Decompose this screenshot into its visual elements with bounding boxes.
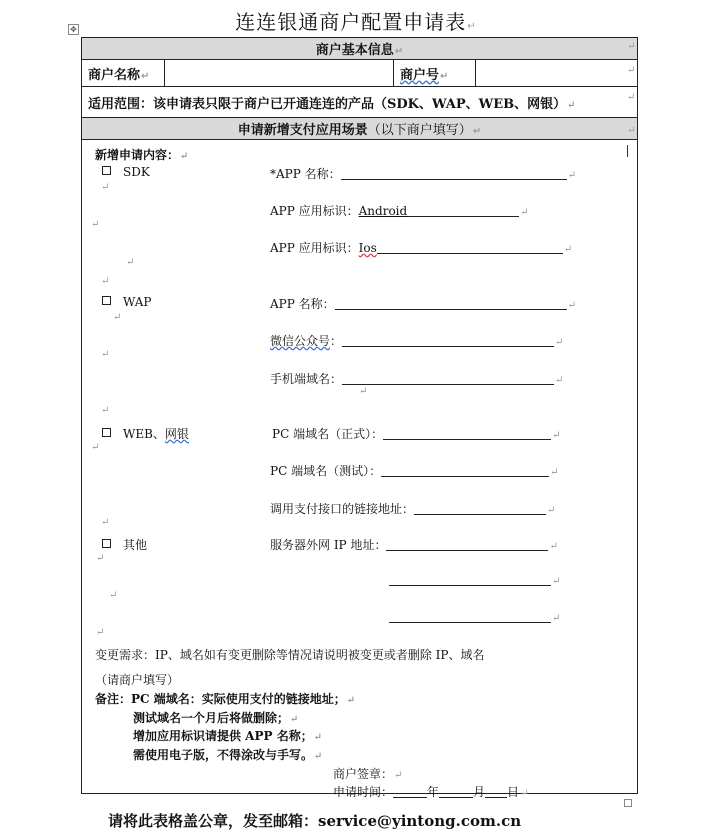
table-resize-handle[interactable]: [624, 799, 632, 807]
checkbox-icon[interactable]: [102, 296, 111, 305]
server-ip-field-2[interactable]: ↵: [389, 573, 560, 587]
form-title: 连连银通商户配置申请表↵: [235, 10, 477, 34]
change-request-note: （请商户填写）: [95, 673, 180, 687]
checkbox-icon[interactable]: [102, 428, 111, 437]
merchant-name-field[interactable]: [165, 60, 394, 87]
wap-wechat-field[interactable]: 微信公众号： ↵: [270, 334, 564, 348]
sdk-app-name-field[interactable]: *APP 名称： ↵: [270, 167, 577, 181]
merchant-no-field[interactable]: [476, 60, 638, 87]
note-line-3: 增加应用标识请提供 APP 名称；↵: [133, 729, 323, 743]
checkbox-icon[interactable]: [102, 166, 111, 175]
server-ip-field[interactable]: 服务器外网 IP 地址： ↵: [270, 538, 558, 552]
application-form-table: [81, 37, 638, 799]
merchant-name-label: 商户名称↵: [82, 60, 165, 87]
sdk-checkbox[interactable]: SDK: [102, 165, 150, 179]
text-cursor: [627, 145, 628, 157]
scope-notice: 适用范围：该申请表只限于商户已开通连连的产品（SDK、WAP、WEB、网银）↵: [82, 87, 638, 118]
web-pay-url-field[interactable]: 调用支付接口的链接地址： ↵: [270, 502, 556, 516]
wap-app-name-field[interactable]: APP 名称： ↵: [270, 297, 577, 311]
section-header-basic-info: 商户基本信息↵: [82, 38, 638, 60]
new-content-label: 新增申请内容：↵: [95, 148, 189, 162]
other-checkbox[interactable]: 其他: [102, 536, 147, 553]
note-line-4: 需使用电子版，不得涂改与手写。↵: [133, 748, 323, 762]
server-ip-field-3[interactable]: ↵: [389, 610, 560, 624]
web-pc-domain-prod-field[interactable]: PC 端域名（正式）： ↵: [272, 427, 561, 441]
change-request-text: 变更需求：IP、域名如有变更删除等情况请说明被变更或者删除 IP、域名: [95, 648, 485, 662]
merchant-no-label: 商户号↵: [394, 60, 476, 87]
application-date-field[interactable]: 申请时间： 年 月 日↵: [333, 785, 529, 799]
note-line-1: 备注：PC 端域名：实际使用支付的链接地址；↵: [95, 692, 356, 706]
web-checkbox[interactable]: WEB、网银: [102, 425, 189, 442]
table-move-handle-icon[interactable]: ✥: [68, 24, 79, 35]
sdk-android-field[interactable]: APP 应用标识：Android ↵: [270, 204, 529, 218]
footer-instruction: 请将此表格盖公章，发至邮箱：service@yintong.com.cn: [108, 812, 522, 830]
merchant-signature-label: 商户签章：↵: [333, 767, 403, 781]
wap-mobile-domain-field[interactable]: 手机端域名： ↵: [270, 372, 564, 386]
wap-checkbox[interactable]: WAP: [102, 295, 151, 309]
sdk-ios-field[interactable]: APP 应用标识：Ios ↵: [270, 241, 573, 255]
web-pc-domain-test-field[interactable]: PC 端域名（测试）： ↵: [270, 464, 559, 478]
note-line-2: 测试域名一个月后将做删除；↵: [133, 711, 299, 725]
application-content-cell: 新增申请内容：↵ SDK *APP 名称： ↵ ↵ APP 应用标识：Android ↵ ↵ APP 应用标识：Ios ↵ ↵ ↵ WAP APP 名称： ↵ ↵ 微信公众号： ↵ ↵ 手机端域名： ↵ ↵ ↵ WEB、网银 PC 端域名（正式）： ↵ ↵ PC 端域名（测试）： ↵ 调用支付接口的链接地址： ↵ ↵ 其他 服务器外网 IP 地址： ↵ ↵ ↵ ↵ ↵ ↵ 变更需求：IP、域名如有变更删除等情况请说明被变更或者删除 IP、域名 （请商户填写） 备注：PC 端域名：实际使用支付的链接地址；↵ 测试域名一个月后将做删除；↵ 增加应用标识请提供 APP 名称；↵ 需使用电子版，不得涂改与手写。↵ 商户签章：↵ 申请时间： 年 月 日↵: [82, 140, 638, 794]
checkbox-icon[interactable]: [102, 539, 111, 548]
section-header-new-scenario: 申请新增支付应用场景（以下商户填写）↵: [82, 118, 638, 140]
